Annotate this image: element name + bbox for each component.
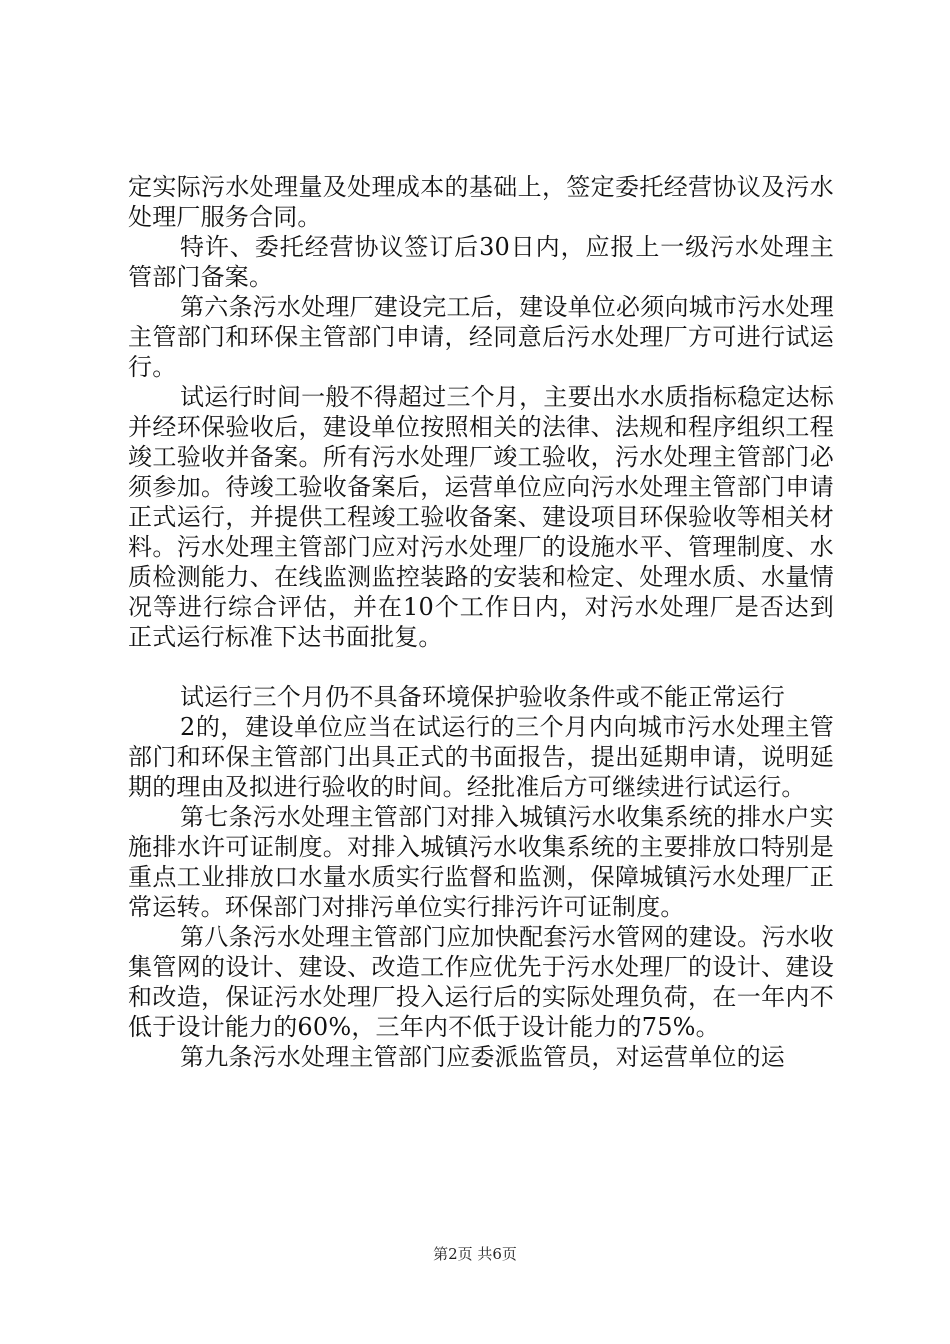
paragraph-filing: 特许、委托经营协议签订后30日内，应报上一级污水处理主管部门备案。 (128, 233, 834, 291)
paragraph-trial-extension: 2的，建设单位应当在试运行的三个月内向城市污水处理主管部门和环保主管部门出具正式的书面报告，提出延期申请，说明延期的理由及拟进行验收的时间。经批准后方可继续进行试运行。 (128, 713, 834, 801)
paragraph-continuation: 定实际污水处理量及处理成本的基础上，签定委托经营协议及污水处理厂服务合同。 (128, 173, 834, 231)
paragraph-gap (128, 652, 834, 682)
paragraph-article-9: 第九条污水处理主管部门应委派监管员，对运营单位的运 (180, 1043, 785, 1071)
document-body (128, 172, 834, 1072)
paragraph-trial-extension-lead: 试运行三个月仍不具备环境保护验收条件或不能正常运行 (180, 683, 785, 711)
paragraph-article-7: 第七条污水处理主管部门对排入城镇污水收集系统的排水户实施排水许可证制度。对排入城镇污水收集系统的主要排放口特别是重点工业排放口水量水质实行监督和监测，保障城镇污水处理厂正常运转。环保部门对排污单位实行排污许可证制度。 (128, 803, 834, 921)
paragraph-trial-operation: 试运行时间一般不得超过三个月，主要出水水质指标稳定达标并经环保验收后，建设单位按照相关的法律、法规和程序组织工程竣工验收并备案。所有污水处理厂竣工验收，污水处理主管部门必须参加。待竣工验收备案后，运营单位应向污水处理主管部门申请正式运行，并提供工程竣工验收备案、建设项目环保验收等相关材料。污水处理主管部门应对污水处理厂的设施水平、管理制度、水质检测能力、在线监测监控装路的安装和检定、处理水质、水量情况等进行综合评估，并在10个工作日内，对污水处理厂是否达到正式运行标准下达书面批复。 (128, 383, 834, 651)
paragraph-article-6: 第六条污水处理厂建设完工后，建设单位必须向城市污水处理主管部门和环保主管部门申请，经同意后污水处理厂方可进行试运行。 (128, 293, 834, 381)
paragraph-article-8: 第八条污水处理主管部门应加快配套污水管网的建设。污水收集管网的设计、建设、改造工作应优先于污水处理厂的设计、建设和改造，保证污水处理厂投入运行后的实际处理负荷，在一年内不低于设计能力的60%，三年内不低于设计能力的75%。 (128, 923, 834, 1041)
page-number-footer: 第2页 共6页 (433, 1245, 517, 1263)
